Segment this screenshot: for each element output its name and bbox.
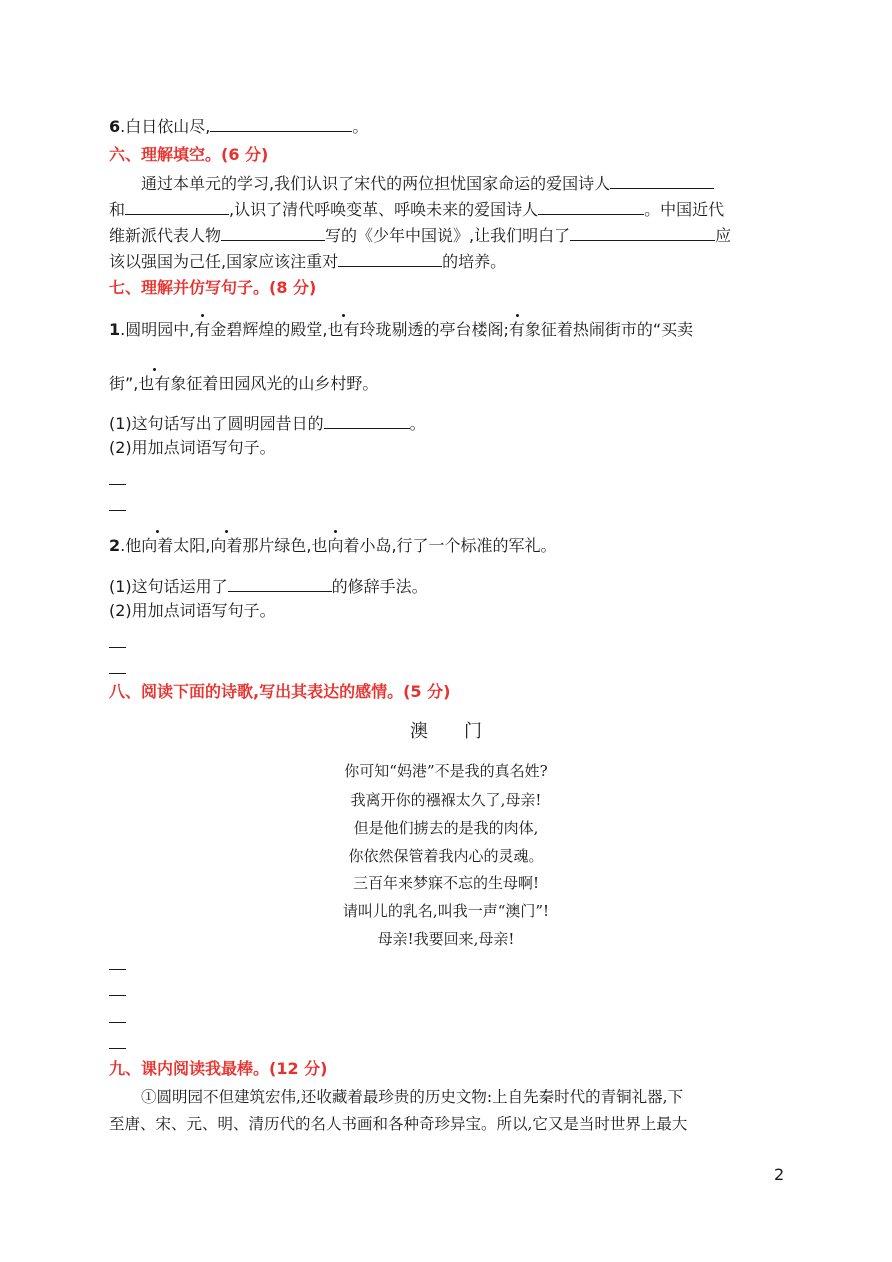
dotted-word: 有: [194, 318, 210, 342]
page-number: 2: [774, 1165, 785, 1184]
section-9-heading: 九、课内阅读我最棒。(12 分): [109, 1059, 328, 1078]
sec6-line-1: 通过本单元的学习,我们认识了宋代的两位担忧国家命运的爱国诗人: [141, 170, 714, 196]
sentence-1-line-1: 1.圆明园中,有金碧辉煌的殿堂,也有玲珑剔透的亭台楼阁;有象征着热闹街市的“买卖: [109, 318, 693, 342]
sec6-line-3: 维新派代表人物 写的《少年中国说》,让我们明白了 应: [109, 222, 731, 248]
sentence-2-question-2: (2)用加点词语写句子。: [109, 601, 276, 620]
dotted-word: 也向着: [311, 534, 359, 558]
poem-line: 请叫儿的乳名,叫我一声“澳门”!: [342, 902, 550, 920]
dotted-word: 有: [509, 318, 525, 342]
dotted-word: 向着: [141, 534, 173, 558]
answer-blank[interactable]: [570, 222, 715, 241]
passage-line-2: 至唐、宋、元、明、清历代的名人书画和各种奇珍异宝。所以,它又是当时世界上最大: [109, 1115, 688, 1133]
answer-line[interactable]: [109, 673, 126, 674]
poem-title: 澳 门: [410, 721, 482, 742]
section-7-heading: 七、理解并仿写句子。(8 分): [109, 278, 317, 297]
poem-line: 母亲!我要回来,母亲!: [377, 930, 515, 948]
dotted-word: 也有: [138, 372, 170, 396]
question-6: 6.白日依山尽, 。: [109, 113, 368, 139]
answer-blank[interactable]: [538, 196, 644, 215]
answer-line[interactable]: [109, 995, 126, 996]
sentence-1-question-1: (1)这句话写出了圆明园昔日的 。: [109, 410, 426, 436]
answer-line[interactable]: [109, 1022, 126, 1023]
section-6-heading: 六、理解填空。(6 分): [109, 145, 269, 164]
answer-line[interactable]: [109, 510, 126, 511]
answer-line[interactable]: [109, 1048, 126, 1049]
section-8-heading: 八、阅读下面的诗歌,写出其表达的感情。(5 分): [109, 682, 451, 701]
answer-blank[interactable]: [228, 573, 332, 592]
answer-blank[interactable]: [610, 170, 714, 189]
answer-blank[interactable]: [338, 248, 442, 267]
answer-line[interactable]: [109, 647, 126, 648]
sentence-2-question-1: (1)这句话运用了 的修辞手法。: [109, 573, 428, 599]
answer-line[interactable]: [109, 484, 126, 485]
answer-blank[interactable]: [210, 113, 352, 132]
poem-line: 三百年来梦寐不忘的生母啊!: [352, 874, 540, 892]
poem-line: 你依然保管着我内心的灵魂。: [348, 847, 544, 865]
sentence-1-question-2: (2)用加点词语写句子。: [109, 438, 276, 457]
dotted-word: 向着: [210, 534, 242, 558]
sec6-line-2: 和 ,认识了清代呼唤变革、呼唤未来的爱国诗人 。中国近代: [109, 196, 724, 222]
sentence-2: 2.他向着太阳,向着那片绿色,也向着小岛,行了一个标准的军礼。: [109, 534, 557, 558]
sec6-line-4: 该以强国为己任,国家应该注重对 的培养。: [109, 248, 506, 274]
dotted-word: 也有: [327, 318, 359, 342]
answer-line[interactable]: [109, 969, 126, 970]
poem-line: 你可知“妈港”不是我的真名姓?: [344, 762, 548, 780]
sentence-1-line-2: 街”,也有象征着田园风光的山乡村野。: [109, 372, 378, 396]
passage-line-1: ①圆明园不但建筑宏伟,还收藏着最珍贵的历史文物:上自先秦时代的青铜礼器,下: [141, 1088, 684, 1106]
poem-line: 我离开你的襁褓太久了,母亲!: [350, 791, 542, 809]
answer-blank[interactable]: [125, 196, 229, 215]
answer-blank[interactable]: [324, 410, 410, 429]
poem-line: 但是他们掳去的是我的肉体,: [353, 819, 539, 837]
answer-blank[interactable]: [221, 222, 325, 241]
